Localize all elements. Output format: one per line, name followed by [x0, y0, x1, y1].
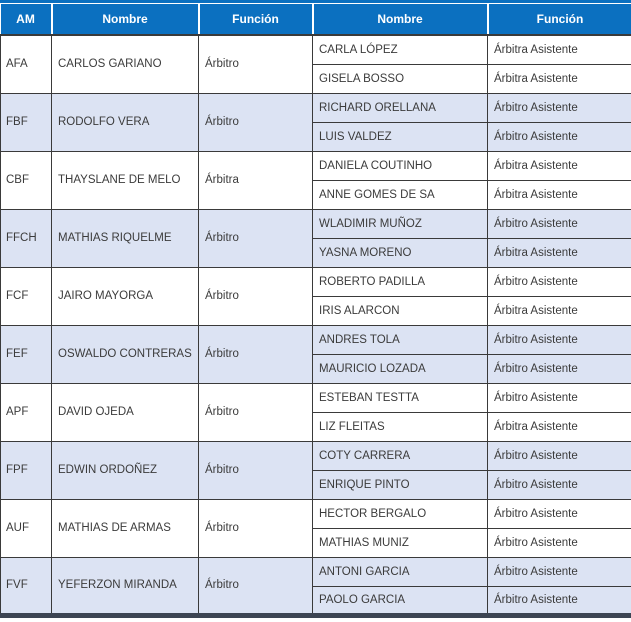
header-col-funcion-2: Función [488, 4, 631, 35]
am-code-cell: FFCH [1, 209, 52, 267]
am-code-cell: APF [1, 383, 52, 441]
assistant-role-cell: Árbitro Asistente [488, 93, 631, 122]
assistant-name-cell: IRIS ALARCON [313, 296, 488, 325]
table-row [1, 267, 631, 296]
assistant-name-cell: ANDRES TOLA [313, 325, 488, 354]
referee-name-cell: DAVID OJEDA [52, 383, 199, 441]
assistant-name-cell: ANTONI GARCIA [313, 557, 488, 586]
assistant-role-cell: Árbitra Asistente [488, 180, 631, 209]
referee-name-cell: THAYSLANE DE MELO [52, 151, 199, 209]
table-row [1, 93, 631, 122]
am-code-cell: FPF [1, 441, 52, 499]
referee-name-cell: EDWIN ORDOÑEZ [52, 441, 199, 499]
referee-name-cell: MATHIAS RIQUELME [52, 209, 199, 267]
table-row [1, 325, 631, 354]
referee-role-cell: Árbitro [199, 93, 313, 151]
referee-role-cell: Árbitro [199, 499, 313, 557]
assistant-name-cell: GISELA BOSSO [313, 64, 488, 93]
assistant-role-cell: Árbitro Asistente [488, 557, 631, 586]
table-row [1, 383, 631, 412]
assistant-role-cell: Árbitro Asistente [488, 586, 631, 615]
am-code-cell: FVF [1, 557, 52, 615]
referee-role-cell: Árbitro [199, 209, 313, 267]
referee-name-cell: JAIRO MAYORGA [52, 267, 199, 325]
assistant-name-cell: DANIELA COUTINHO [313, 151, 488, 180]
assistant-name-cell: PAOLO GARCIA [313, 586, 488, 615]
assistant-role-cell: Árbitro Asistente [488, 499, 631, 528]
assistant-name-cell: MAURICIO LOZADA [313, 354, 488, 383]
header-col-nombre-2: Nombre [313, 4, 488, 35]
am-code-cell: FBF [1, 93, 52, 151]
referee-name-cell: CARLOS GARIANO [52, 35, 199, 93]
referee-name-cell: MATHIAS DE ARMAS [52, 499, 199, 557]
assistant-name-cell: LUIS VALDEZ [313, 122, 488, 151]
assistant-role-cell: Árbitra Asistente [488, 412, 631, 441]
header-col-funcion-1: Función [199, 4, 313, 35]
assistant-role-cell: Árbitro Asistente [488, 528, 631, 557]
assistant-role-cell: Árbitro Asistente [488, 209, 631, 238]
table-header [1, 4, 631, 35]
referee-name-cell: YEFERZON MIRANDA [52, 557, 199, 615]
referee-role-cell: Árbitro [199, 557, 313, 615]
table-row [1, 499, 631, 528]
assistant-name-cell: HECTOR BERGALO [313, 499, 488, 528]
assistant-name-cell: COTY CARRERA [313, 441, 488, 470]
assistant-name-cell: ENRIQUE PINTO [313, 470, 488, 499]
assistant-role-cell: Árbitro Asistente [488, 470, 631, 499]
referee-name-cell: RODOLFO VERA [52, 93, 199, 151]
referee-role-cell: Árbitro [199, 383, 313, 441]
referee-role-cell: Árbitro [199, 325, 313, 383]
assistant-name-cell: MATHIAS MUNIZ [313, 528, 488, 557]
table-row [1, 441, 631, 470]
am-code-cell: FCF [1, 267, 52, 325]
assistant-name-cell: ROBERTO PADILLA [313, 267, 488, 296]
am-code-cell: FEF [1, 325, 52, 383]
assistant-role-cell: Árbitra Asistente [488, 238, 631, 267]
table-row [1, 35, 631, 64]
assistant-role-cell: Árbitro Asistente [488, 267, 631, 296]
referee-role-cell: Árbitra [199, 151, 313, 209]
header-row [1, 4, 631, 35]
assistant-name-cell: CARLA LÓPEZ [313, 35, 488, 64]
assistant-role-cell: Árbitro Asistente [488, 383, 631, 412]
assistant-name-cell: WLADIMIR MUÑOZ [313, 209, 488, 238]
am-code-cell: CBF [1, 151, 52, 209]
referees-table [0, 4, 631, 618]
assistant-role-cell: Árbitro Asistente [488, 354, 631, 383]
assistant-name-cell: LIZ FLEITAS [313, 412, 488, 441]
assistant-role-cell: Árbitra Asistente [488, 151, 631, 180]
assistant-role-cell: Árbitro Asistente [488, 325, 631, 354]
assistant-name-cell: ANNE GOMES DE SA [313, 180, 488, 209]
referee-role-cell: Árbitro [199, 441, 313, 499]
am-code-cell: AUF [1, 499, 52, 557]
header-col-am: AM [1, 4, 52, 35]
assistant-name-cell: YASNA MORENO [313, 238, 488, 267]
table-body [1, 35, 631, 615]
table-row [1, 209, 631, 238]
assistant-role-cell: Árbitra Asistente [488, 64, 631, 93]
am-code-cell: AFA [1, 35, 52, 93]
assistant-role-cell: Árbitra Asistente [488, 296, 631, 325]
table-row [1, 557, 631, 586]
referee-name-cell: OSWALDO CONTRERAS [52, 325, 199, 383]
table-row [1, 151, 631, 180]
referee-role-cell: Árbitro [199, 35, 313, 93]
referee-role-cell: Árbitro [199, 267, 313, 325]
assistant-role-cell: Árbitra Asistente [488, 35, 631, 64]
header-col-nombre-1: Nombre [52, 4, 199, 35]
assistant-role-cell: Árbitro Asistente [488, 122, 631, 151]
assistant-name-cell: RICHARD ORELLANA [313, 93, 488, 122]
assistant-role-cell: Árbitro Asistente [488, 441, 631, 470]
assistant-name-cell: ESTEBAN TESTTA [313, 383, 488, 412]
